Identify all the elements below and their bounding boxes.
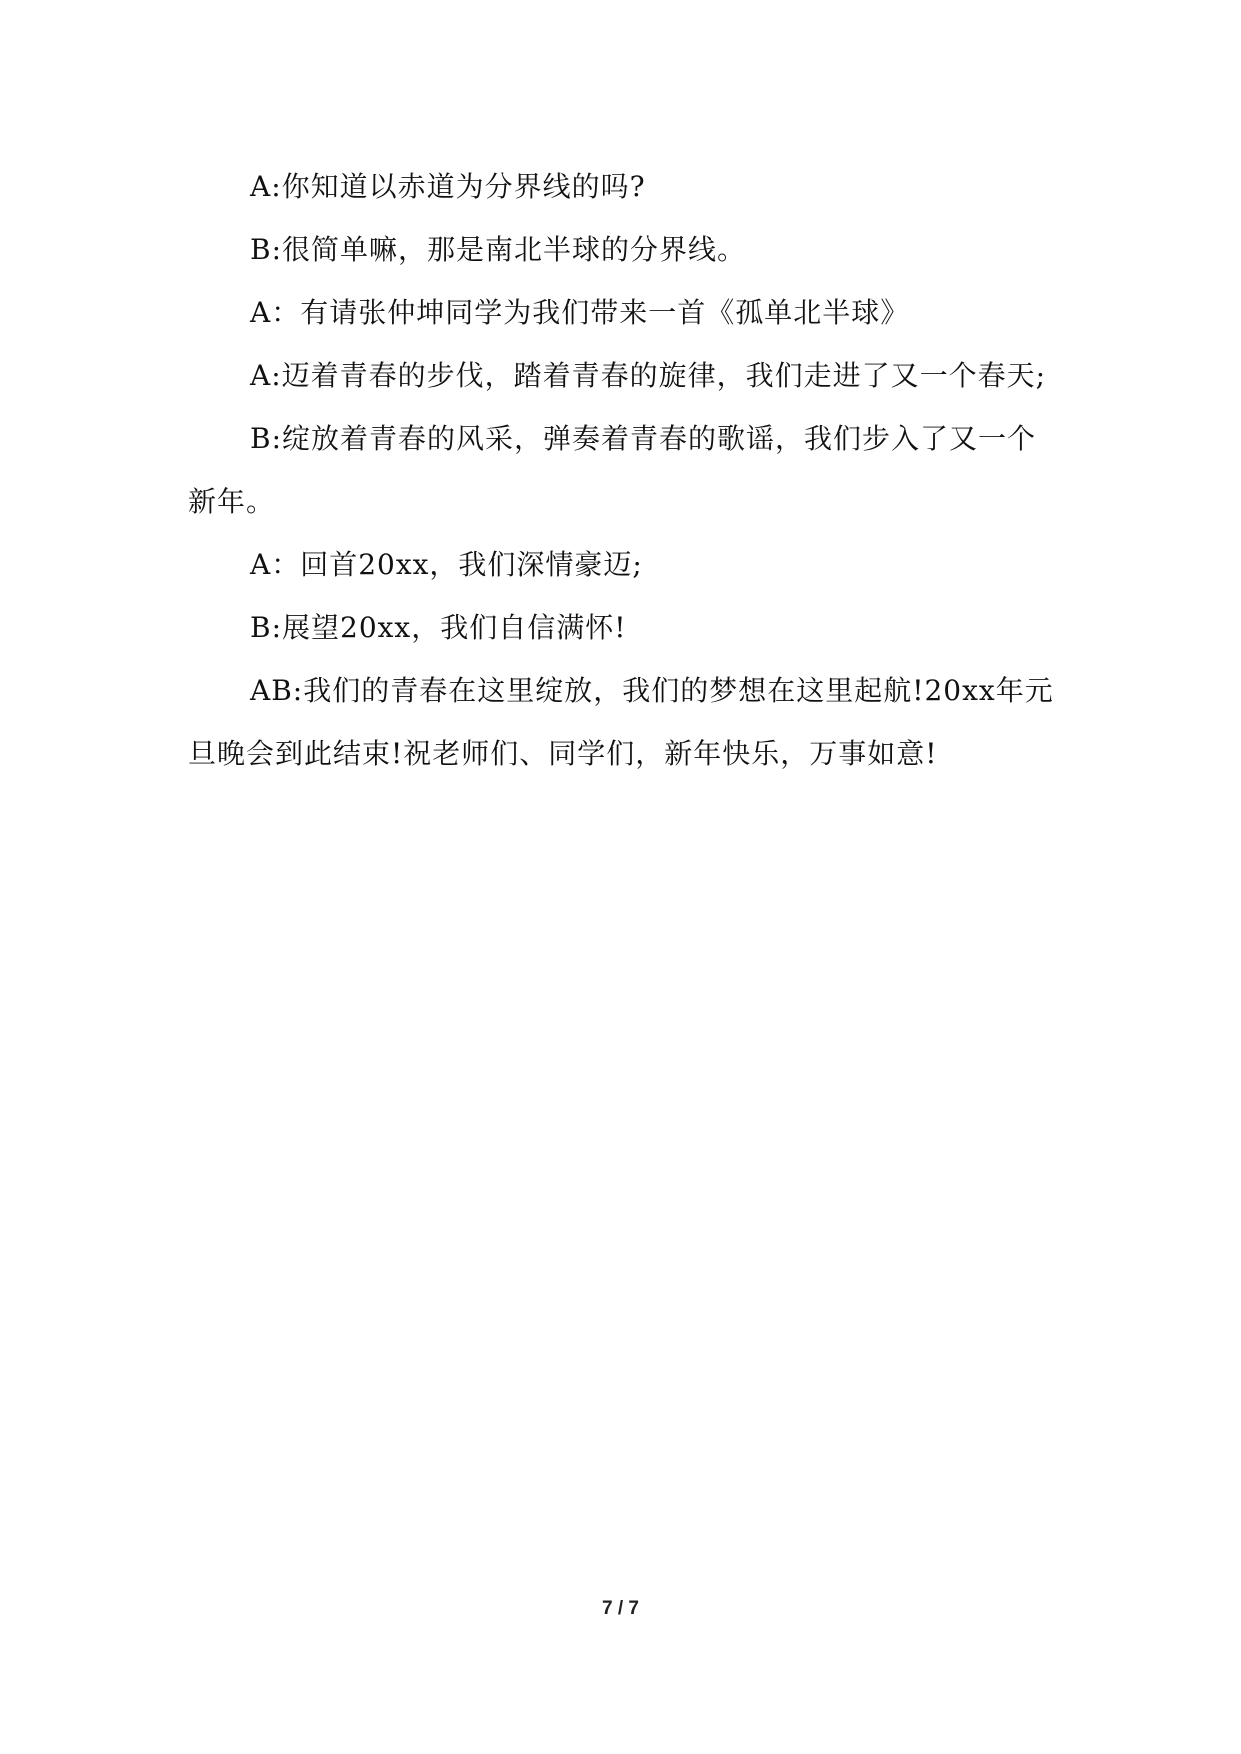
paragraph: A:迈着青春的步伐，踏着青春的旋律，我们走进了又一个春天; xyxy=(250,359,1047,392)
paragraph: B:展望20xx，我们自信满怀! xyxy=(250,611,627,644)
paragraph: A：回首20xx，我们深情豪迈; xyxy=(250,548,643,581)
paragraph: B:绽放着青春的风采，弹奏着青春的歌谣，我们步入了又一个新年。 xyxy=(188,422,1037,518)
paragraph: A：有请张仲坤同学为我们带来一首《孤单北半球》 xyxy=(250,296,910,329)
paragraph: B:很简单嘛，那是南北半球的分界线。 xyxy=(250,233,747,266)
paragraph: A:你知道以赤道为分界线的吗? xyxy=(250,170,646,203)
paragraph: AB:我们的青春在这里绽放，我们的梦想在这里起航!20xx年元旦晚会到此结束!祝老师们、同学们，新年快乐，万事如意! xyxy=(188,674,1054,770)
document-body xyxy=(188,155,1058,785)
page-number: 7 / 7 xyxy=(602,1598,639,1619)
